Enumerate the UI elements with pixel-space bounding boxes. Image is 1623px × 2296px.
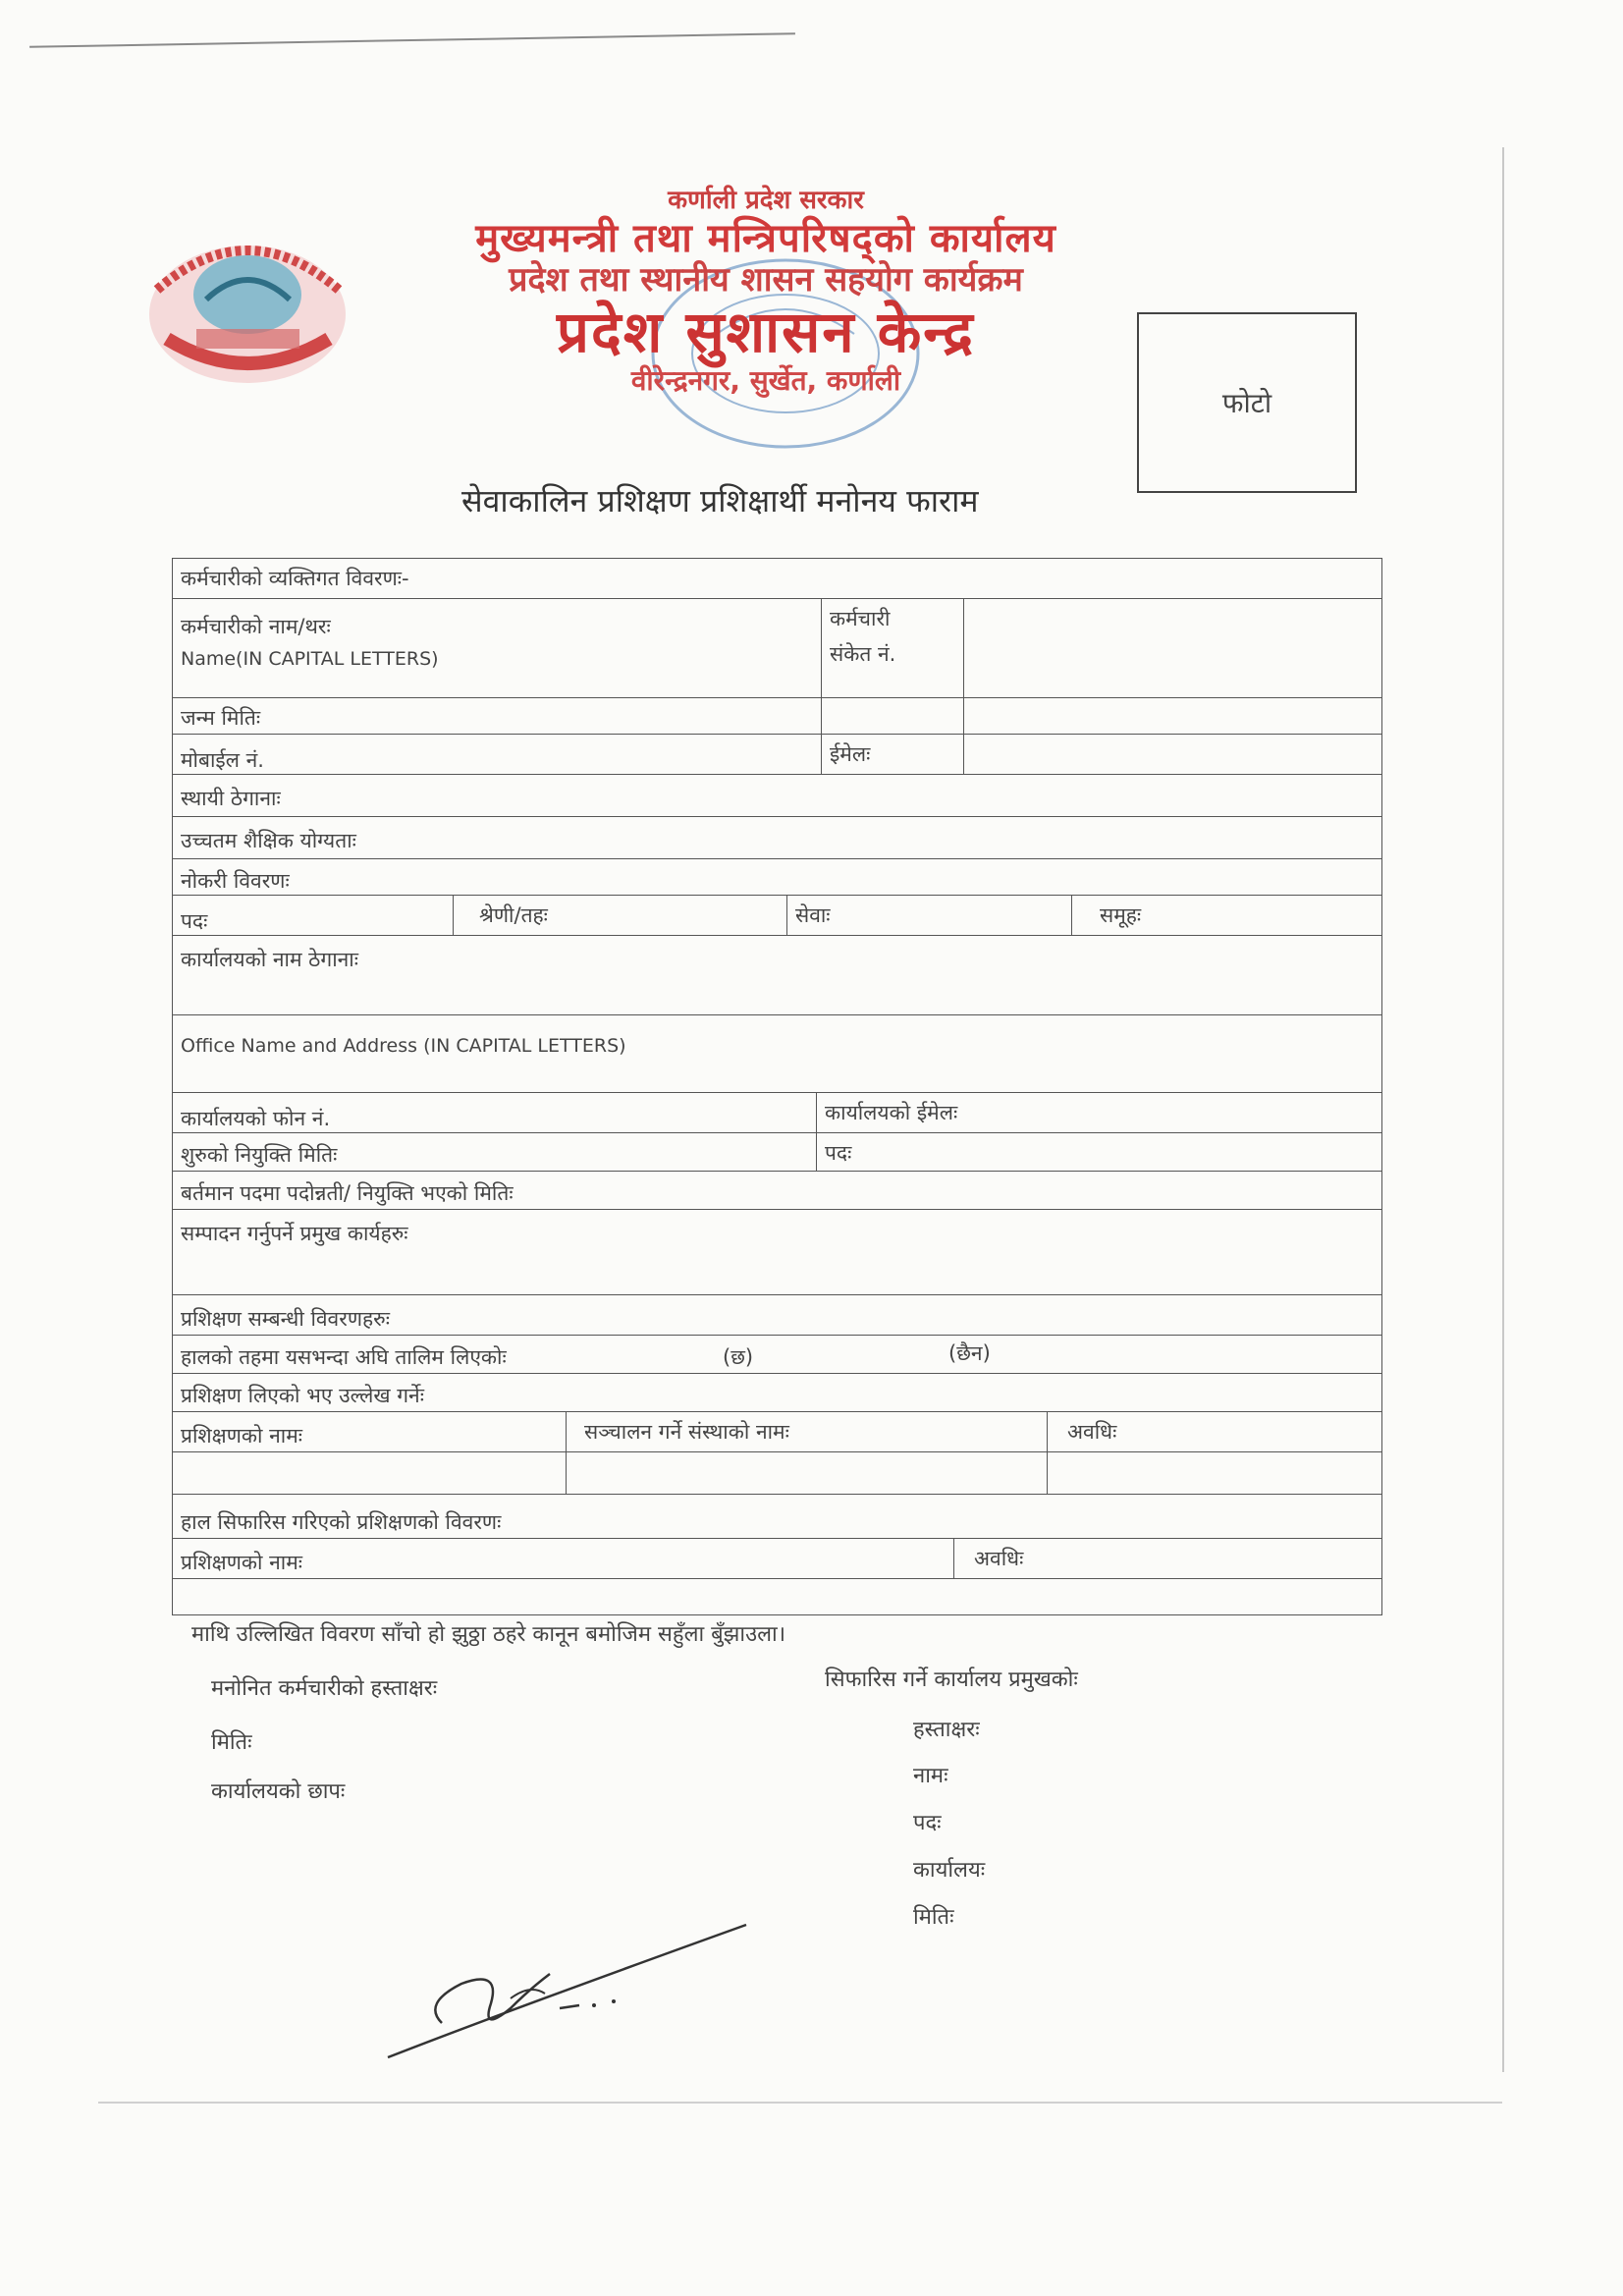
yes-option[interactable]: (छ) — [723, 1345, 754, 1369]
mention-training-label: प्रशिक्षण लिएको भए उल्लेख गर्नेः — [181, 1384, 424, 1407]
training-details-label: प्रशिक्षण सम्बन्धी विवरणहरुः — [181, 1307, 390, 1331]
form-row — [172, 599, 1382, 698]
organizer-field[interactable] — [566, 1452, 1047, 1494]
organizer-label: सञ्चालन गर्ने संस्थाको नामः — [584, 1420, 789, 1444]
form-row — [172, 775, 1382, 817]
office-phone-label: कार्यालयको फोन नं. — [181, 1107, 331, 1130]
dob-extra-field[interactable] — [963, 698, 1381, 734]
permanent-address-label: स्थायी ठेगानाः — [181, 787, 281, 810]
no-option[interactable]: (छैन) — [948, 1341, 991, 1365]
name-label: नामः — [913, 1764, 948, 1788]
scan-edge-right — [1502, 147, 1504, 2072]
current-post-date-label: बर्तमान पदमा पदोन्नती/ नियुक्ति भएको मितिः — [181, 1181, 514, 1205]
training-name-label-2: प्रशिक्षणको नामः — [181, 1551, 303, 1574]
form-row — [172, 1093, 1382, 1133]
office-email-label: कार्यालयको ईमेलः — [825, 1101, 958, 1124]
signature-label: हस्ताक्षरः — [913, 1718, 980, 1742]
office-name-label: कार्यालयको नाम ठेगानाः — [181, 948, 358, 971]
office-email-cell — [816, 1093, 1381, 1132]
name-label: कर्मचारीको नाम/थरः — [181, 615, 331, 638]
office-stamp-label: कार्यालयको छापः — [211, 1779, 346, 1804]
declaration: माथि उल्लिखित विवरण साँचो हो झुठ्ठा ठहरे कानून बमोजिम सहुँला बुँझाउला। — [191, 1622, 786, 1647]
letterhead-office: मुख्यमन्त्री तथा मन्त्रिपरिषद्को कार्यालय — [475, 215, 1056, 261]
previous-training-label: हालको तहमा यसभन्दा अघि तालिम लिएकोः — [181, 1345, 507, 1369]
employee-code-label: कर्मचारी — [830, 607, 891, 630]
form-row — [172, 936, 1382, 1015]
main-duties-label: सम्पादन गर्नुपर्ने प्रमुख कार्यहरुः — [181, 1222, 408, 1245]
education-label: उच्चतम शैक्षिक योग्यताः — [181, 829, 356, 852]
class-label: श्रेणी/तहः — [479, 903, 548, 927]
duration-label-2: अवधिः — [974, 1547, 1024, 1570]
form-title: सेवाकालिन प्रशिक्षण प्रशिक्षार्थी मनोनय फाराम — [461, 482, 979, 519]
recommended-training-label: हाल सिफारिस गरिएको प्रशिक्षणको विवरणः — [181, 1510, 502, 1534]
employee-code-field[interactable] — [963, 599, 1381, 697]
personal-heading: कर्मचारीको व्यक्तिगत विवरणः- — [181, 567, 409, 590]
dob-label: जन्म मितिः — [181, 706, 261, 730]
post-cell — [816, 1133, 1381, 1171]
form-row — [172, 698, 1382, 735]
date-label: मितिः — [211, 1730, 252, 1755]
form-row — [172, 735, 1382, 775]
form-row — [172, 1374, 1382, 1412]
letterhead-government: कर्णाली प्रदेश सरकार — [668, 186, 864, 215]
date-label-2: मितिः — [913, 1905, 954, 1930]
office-name-en-label: Office Name and Address (IN CAPITAL LETTERS) — [181, 1035, 626, 1057]
nominee-signature-label: मनोनित कर्मचारीको हस्ताक्षरः — [211, 1676, 438, 1701]
form-row — [172, 1295, 1382, 1336]
post-label: पदः — [181, 909, 208, 933]
email-label-cell — [821, 735, 963, 774]
form-row — [172, 1495, 1382, 1539]
form-row — [172, 1210, 1382, 1295]
group-cell — [1071, 896, 1381, 935]
service-label: सेवाः — [795, 903, 831, 927]
letterhead-center: प्रदेश सुशासन केन्द्र — [557, 298, 975, 365]
first-appointment-label: शुरुको नियुक्ति मितिः — [181, 1143, 338, 1167]
letterhead-address: वीरेन्द्रनगर, सुर्खेत, कर्णाली — [630, 363, 901, 397]
service-cell — [786, 896, 1071, 935]
class-cell — [453, 896, 786, 935]
form-row — [172, 859, 1382, 896]
letterhead-program: प्रदेश तथा स्थानीय शासन सहयोग कार्यक्रम — [509, 259, 1023, 300]
scan-edge-bottom — [98, 2102, 1502, 2104]
mobile-label: मोबाईल नं. — [181, 748, 264, 772]
name-en-label: Name(IN CAPITAL LETTERS) — [181, 648, 439, 670]
training-name-label: प्रशिक्षणको नामः — [181, 1424, 303, 1448]
scan-edge-top — [29, 32, 795, 47]
duration-field[interactable] — [1047, 1452, 1381, 1494]
form-row — [172, 1336, 1382, 1374]
job-details-label: नोकरी विवरणः — [181, 869, 290, 893]
form-row — [172, 1539, 1382, 1579]
email-field[interactable] — [963, 735, 1381, 774]
handwritten-signature — [383, 1915, 756, 2092]
blank-cell — [821, 698, 963, 734]
duration-cell-2 — [953, 1539, 1381, 1578]
group-label: समूहः — [1100, 903, 1142, 927]
form-row — [172, 1412, 1382, 1452]
duration-cell — [1047, 1412, 1381, 1451]
form-row — [172, 1452, 1382, 1495]
employee-code-label-cell — [821, 599, 963, 697]
form-row — [172, 1015, 1382, 1093]
office-label: कार्यालयः — [913, 1858, 986, 1883]
letterhead — [422, 187, 1109, 397]
employee-code-label-2: संकेत नं. — [830, 642, 896, 666]
form-row — [172, 817, 1382, 859]
duration-label: अवधिः — [1067, 1420, 1117, 1444]
post-label-footer: पदः — [913, 1811, 942, 1835]
recommender-heading: सिफारिस गर्ने कार्यालय प्रमुखकोः — [825, 1667, 1078, 1692]
form-row — [172, 1579, 1382, 1615]
photo-box — [1137, 312, 1357, 493]
form-row — [172, 558, 1382, 599]
organizer-cell — [566, 1412, 1047, 1451]
photo-label: फोटो — [1221, 387, 1272, 419]
form-row — [172, 1172, 1382, 1210]
form-row — [172, 1133, 1382, 1172]
nepal-emblem-logo — [137, 221, 358, 388]
email-label: ईमेलः — [830, 742, 871, 766]
nomination-form-table — [172, 558, 1382, 1615]
form-row — [172, 896, 1382, 936]
post-label-2: पदः — [825, 1141, 852, 1165]
